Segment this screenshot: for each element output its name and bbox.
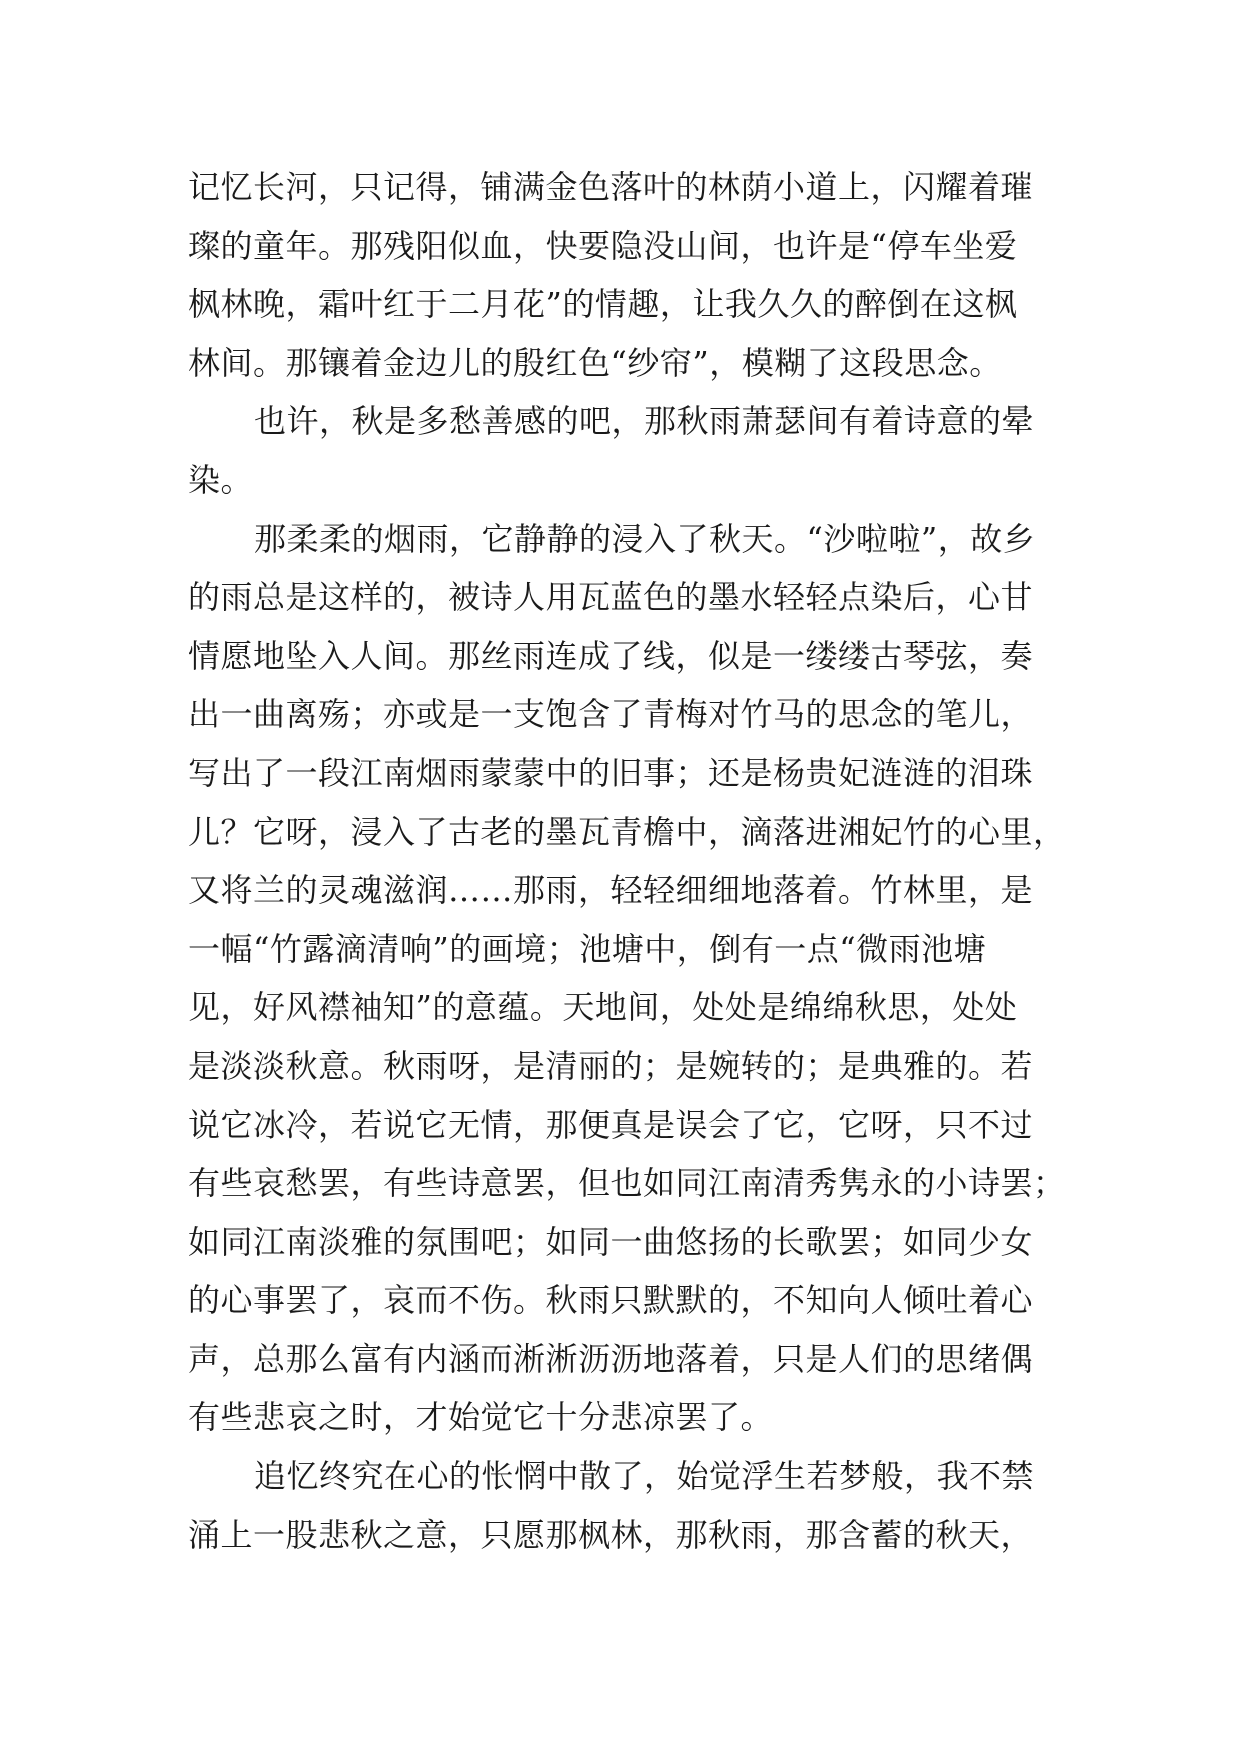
text-line: 那柔柔的烟雨，它静静的浸入了秋天。“沙啦啦”，故乡: [254, 519, 1036, 558]
text-line: 追忆终究在心的怅惘中散了，始觉浮生若梦般，我不禁: [254, 1457, 1035, 1496]
text-line: 枫林晚，霜叶红于二月花”的情趣，让我久久的醉倒在这枫: [188, 285, 1018, 324]
paragraph: [188, 510, 1068, 1448]
text-line: 林间。那镶着金边儿的殷红色“纱帘”，模糊了这段思念。: [188, 343, 1002, 382]
text-line: 是淡淡秋意。秋雨呀，是清丽的；是婉转的；是典雅的。若: [188, 1046, 1034, 1085]
text-line: 写出了一段江南烟雨蒙蒙中的旧事；还是杨贵妃涟涟的泪珠: [188, 753, 1034, 792]
text-line: 璨的童年。那残阳似血，快要隐没山间，也许是“停车坐爱: [188, 226, 1018, 265]
text-line: 的心事罢了，哀而不伤。秋雨只默默的，不知向人倾吐着心: [188, 1281, 1034, 1320]
text-line: 又将兰的灵魂滋润……那雨，轻轻细细地落着。竹林里，是: [188, 871, 1034, 910]
text-line: 染。: [188, 460, 254, 499]
text-line: 的雨总是这样的，被诗人用瓦蓝色的墨水轻轻点染后，心甘: [188, 578, 1034, 617]
text-line: 情愿地坠入人间。那丝雨连成了线，似是一缕缕古琴弦，奏: [188, 636, 1034, 675]
text-line: 有些哀愁罢，有些诗意罢，但也如同江南清秀隽永的小诗罢；: [188, 1164, 1066, 1203]
text-line: 一幅“竹露滴清响”的画境；池塘中，倒有一点“微雨池塘: [188, 929, 987, 968]
text-line: 有些悲哀之时，才始觉它十分悲凉罢了。: [188, 1398, 774, 1437]
text-line: 涌上一股悲秋之意，只愿那枫林，那秋雨，那含蓄的秋天，: [188, 1515, 1034, 1554]
paragraph: [188, 158, 1068, 392]
text-line: 见，好风襟袖知”的意蕴。天地间，处处是绵绵秋思，处处: [188, 988, 1018, 1027]
text-line: 如同江南淡雅的氛围吧；如同一曲悠扬的长歌罢；如同少女: [188, 1222, 1034, 1261]
text-line: 记忆长河，只记得，铺满金色落叶的林荫小道上，闪耀着璀: [188, 168, 1034, 206]
text-line: 也许，秋是多愁善感的吧，那秋雨萧瑟间有着诗意的晕: [254, 402, 1035, 441]
text-line: 声，总那么富有内涵而淅淅沥沥地落着，只是人们的思绪偶: [188, 1339, 1034, 1378]
body-text: [188, 158, 1068, 1564]
paragraph: [188, 1447, 1068, 1564]
text-line: 出一曲离殇；亦或是一支饱含了青梅对竹马的思念的笔儿，: [188, 695, 1034, 734]
text-line: 说它冰冷，若说它无情，那便真是误会了它，它呀，只不过: [188, 1105, 1034, 1144]
text-line: 儿？它呀，浸入了古老的墨瓦青檐中，滴落进湘妃竹的心里，: [188, 812, 1066, 851]
paragraph: [188, 392, 1068, 509]
